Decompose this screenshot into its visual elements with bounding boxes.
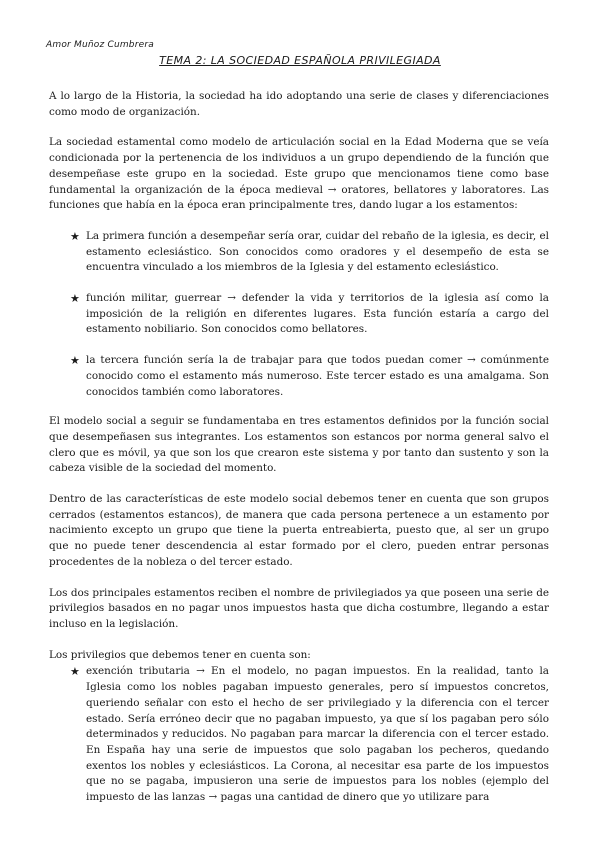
list-item: ★ función militar, guerrear → defender la vida y territorios de la iglesia así como la imposición de la religión en diferentes lugares. Esta función estaría a cargo del estamento nobiliario. Son conocidos como bellatores. bbox=[70, 292, 549, 336]
paragraph-model: El modelo social a seguir se fundamentaba en tres estamentos definidos por la función social que desempeñasen sus integrantes. Los estamentos son estancos por norma general salvo el clero que es móvil, ya que son los que crearon este sistema y por tanto dan sustento y son la cabeza visible de la sociedad del momento. bbox=[49, 415, 549, 475]
functions-list bbox=[49, 229, 549, 400]
paragraph-intro: A lo largo de la Historia, la sociedad ha ido adoptando una serie de clases y diferenciaciones como modo de organización. bbox=[49, 90, 549, 118]
star-bullet-icon: ★ bbox=[70, 665, 80, 679]
author-name: Amor Muñoz Cumbrera bbox=[46, 40, 154, 50]
paragraph-privileges-intro: Los privilegios que debemos tener en cuenta son: bbox=[49, 648, 311, 661]
privileges-list bbox=[49, 664, 549, 805]
star-bullet-icon: ★ bbox=[70, 354, 80, 368]
list-item: ★ exención tributaria → En el modelo, no pagan impuestos. En la realidad, tanto la Iglesia como los nobles pagaban impuesto generales, pero sí impuestos concretos, queriendo señalar con esto el hecho de ser privilegiado y la diferencia con el tercer estado. Sería erróneo decir que no pagaban impuesto, ya que sí los pagaban pero sólo determinados y reducidos. No pagaban para marcar la diferencia con el tercer estado. En España hay una serie de impuestos que solo pagaban los pecheros, quedando exentos los nobles y eclesiásticos. La Corona, al necesitar esa parte de los impuestos que no se pagaba, impusieron una serie de impuestos para los nobles (ejemplo del impuesto de las lanzas → pagas una cantidad de dinero que yo utilizare para bbox=[70, 665, 549, 804]
paragraph-privileged: Los dos principales estamentos reciben el nombre de privilegiados ya que poseen una serie de privilegios basados en no pagar unos impuestos hasta que dicha costumbre, llegando a estar incluso en la legislación. bbox=[49, 586, 549, 630]
paragraph-estamental: La sociedad estamental como modelo de articulación social en la Edad Moderna que se veía condicionada por la pertenencia de los individuos a un grupo dependiendo de la función que desempeñase este grupo en la sociedad. Este grupo que mencionamos tiene como base fundamental la organización de la época medieval → oratores, bellatores y laboratores. Las funciones que había en la época eran principalmente tres, dando lugar a los estamentos: bbox=[49, 136, 549, 212]
list-item: ★ La primera función a desempeñar sería orar, cuidar del rebaño de la iglesia, es decir, el estamento eclesiástico. Son conocidos como oradores y el desempeño de esta se encuentra vinculado a los miembros de la Iglesia y del estamento eclesiástico. bbox=[70, 229, 549, 274]
paragraph-characteristics: Dentro de las características de este modelo social debemos tener en cuenta que son grupos cerrados (estamentos estancos), de manera que cada persona pertenece a un estamento por nacimiento excepto un grupo que tiene la puerta entreabierta, puesto que, al ser un grupo que no puede tener descendencia al estar formado por el clero, pueden entrar personas procedentes de la nobleza o del tercer estado. bbox=[49, 493, 549, 568]
list-item: ★ la tercera función sería la de trabajar para que todos puedan comer → comúnmente conocido como el estamento más numeroso. Este tercer estado es una amalgama. Son conocidos también como laboratores. bbox=[70, 354, 549, 398]
star-bullet-icon: ★ bbox=[70, 292, 80, 306]
star-bullet-icon: ★ bbox=[70, 229, 80, 243]
document-title: TEMA 2: LA SOCIEDAD ESPAÑOLA PRIVILEGIADA bbox=[159, 54, 441, 67]
document-body bbox=[49, 89, 549, 820]
